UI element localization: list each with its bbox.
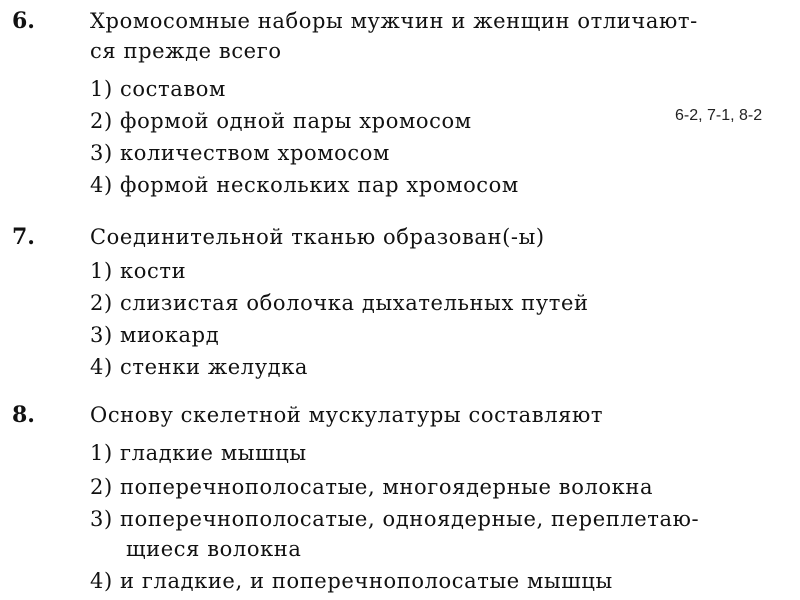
question-6-option-3: 3) количеством хромосом bbox=[90, 141, 390, 165]
question-6-text-line1: Хромосомные наборы мужчин и женщин отличают- bbox=[90, 9, 698, 33]
question-7-number: 7. bbox=[12, 224, 35, 250]
question-7-text: Соединительной тканью образован(-ы) bbox=[90, 225, 545, 249]
question-8-option-4: 4) и гладкие, и поперечнополосатые мышцы bbox=[90, 569, 613, 593]
question-8-option-2: 2) поперечнополосатые, многоядерные волокна bbox=[90, 475, 654, 499]
question-8-option-3: 3) поперечнополосатые, одноядерные, переплетаю- bbox=[90, 507, 700, 531]
question-6-option-4: 4) формой нескольких пар хромосом bbox=[90, 173, 519, 197]
question-6-text-line2: ся прежде всего bbox=[90, 39, 282, 63]
question-6-number: 6. bbox=[12, 8, 35, 34]
question-6-option-2: 2) формой одной пары хромосом bbox=[90, 109, 472, 133]
question-8-option-3-continuation: щиеся волокна bbox=[126, 537, 302, 561]
question-8-option-1: 1) гладкие мышцы bbox=[90, 441, 307, 465]
question-7-option-2: 2) слизистая оболочка дыхательных путей bbox=[90, 291, 589, 315]
answers-note: 6-2, 7-1, 8-2 bbox=[675, 107, 763, 124]
question-8-number: 8. bbox=[12, 402, 35, 428]
question-8-text: Основу скелетной мускулатуры составляют bbox=[90, 403, 604, 427]
question-7-option-3: 3) миокард bbox=[90, 323, 220, 347]
question-7-option-4: 4) стенки желудка bbox=[90, 355, 309, 379]
question-7-option-1: 1) кости bbox=[90, 259, 187, 283]
question-6-option-1: 1) составом bbox=[90, 77, 226, 101]
